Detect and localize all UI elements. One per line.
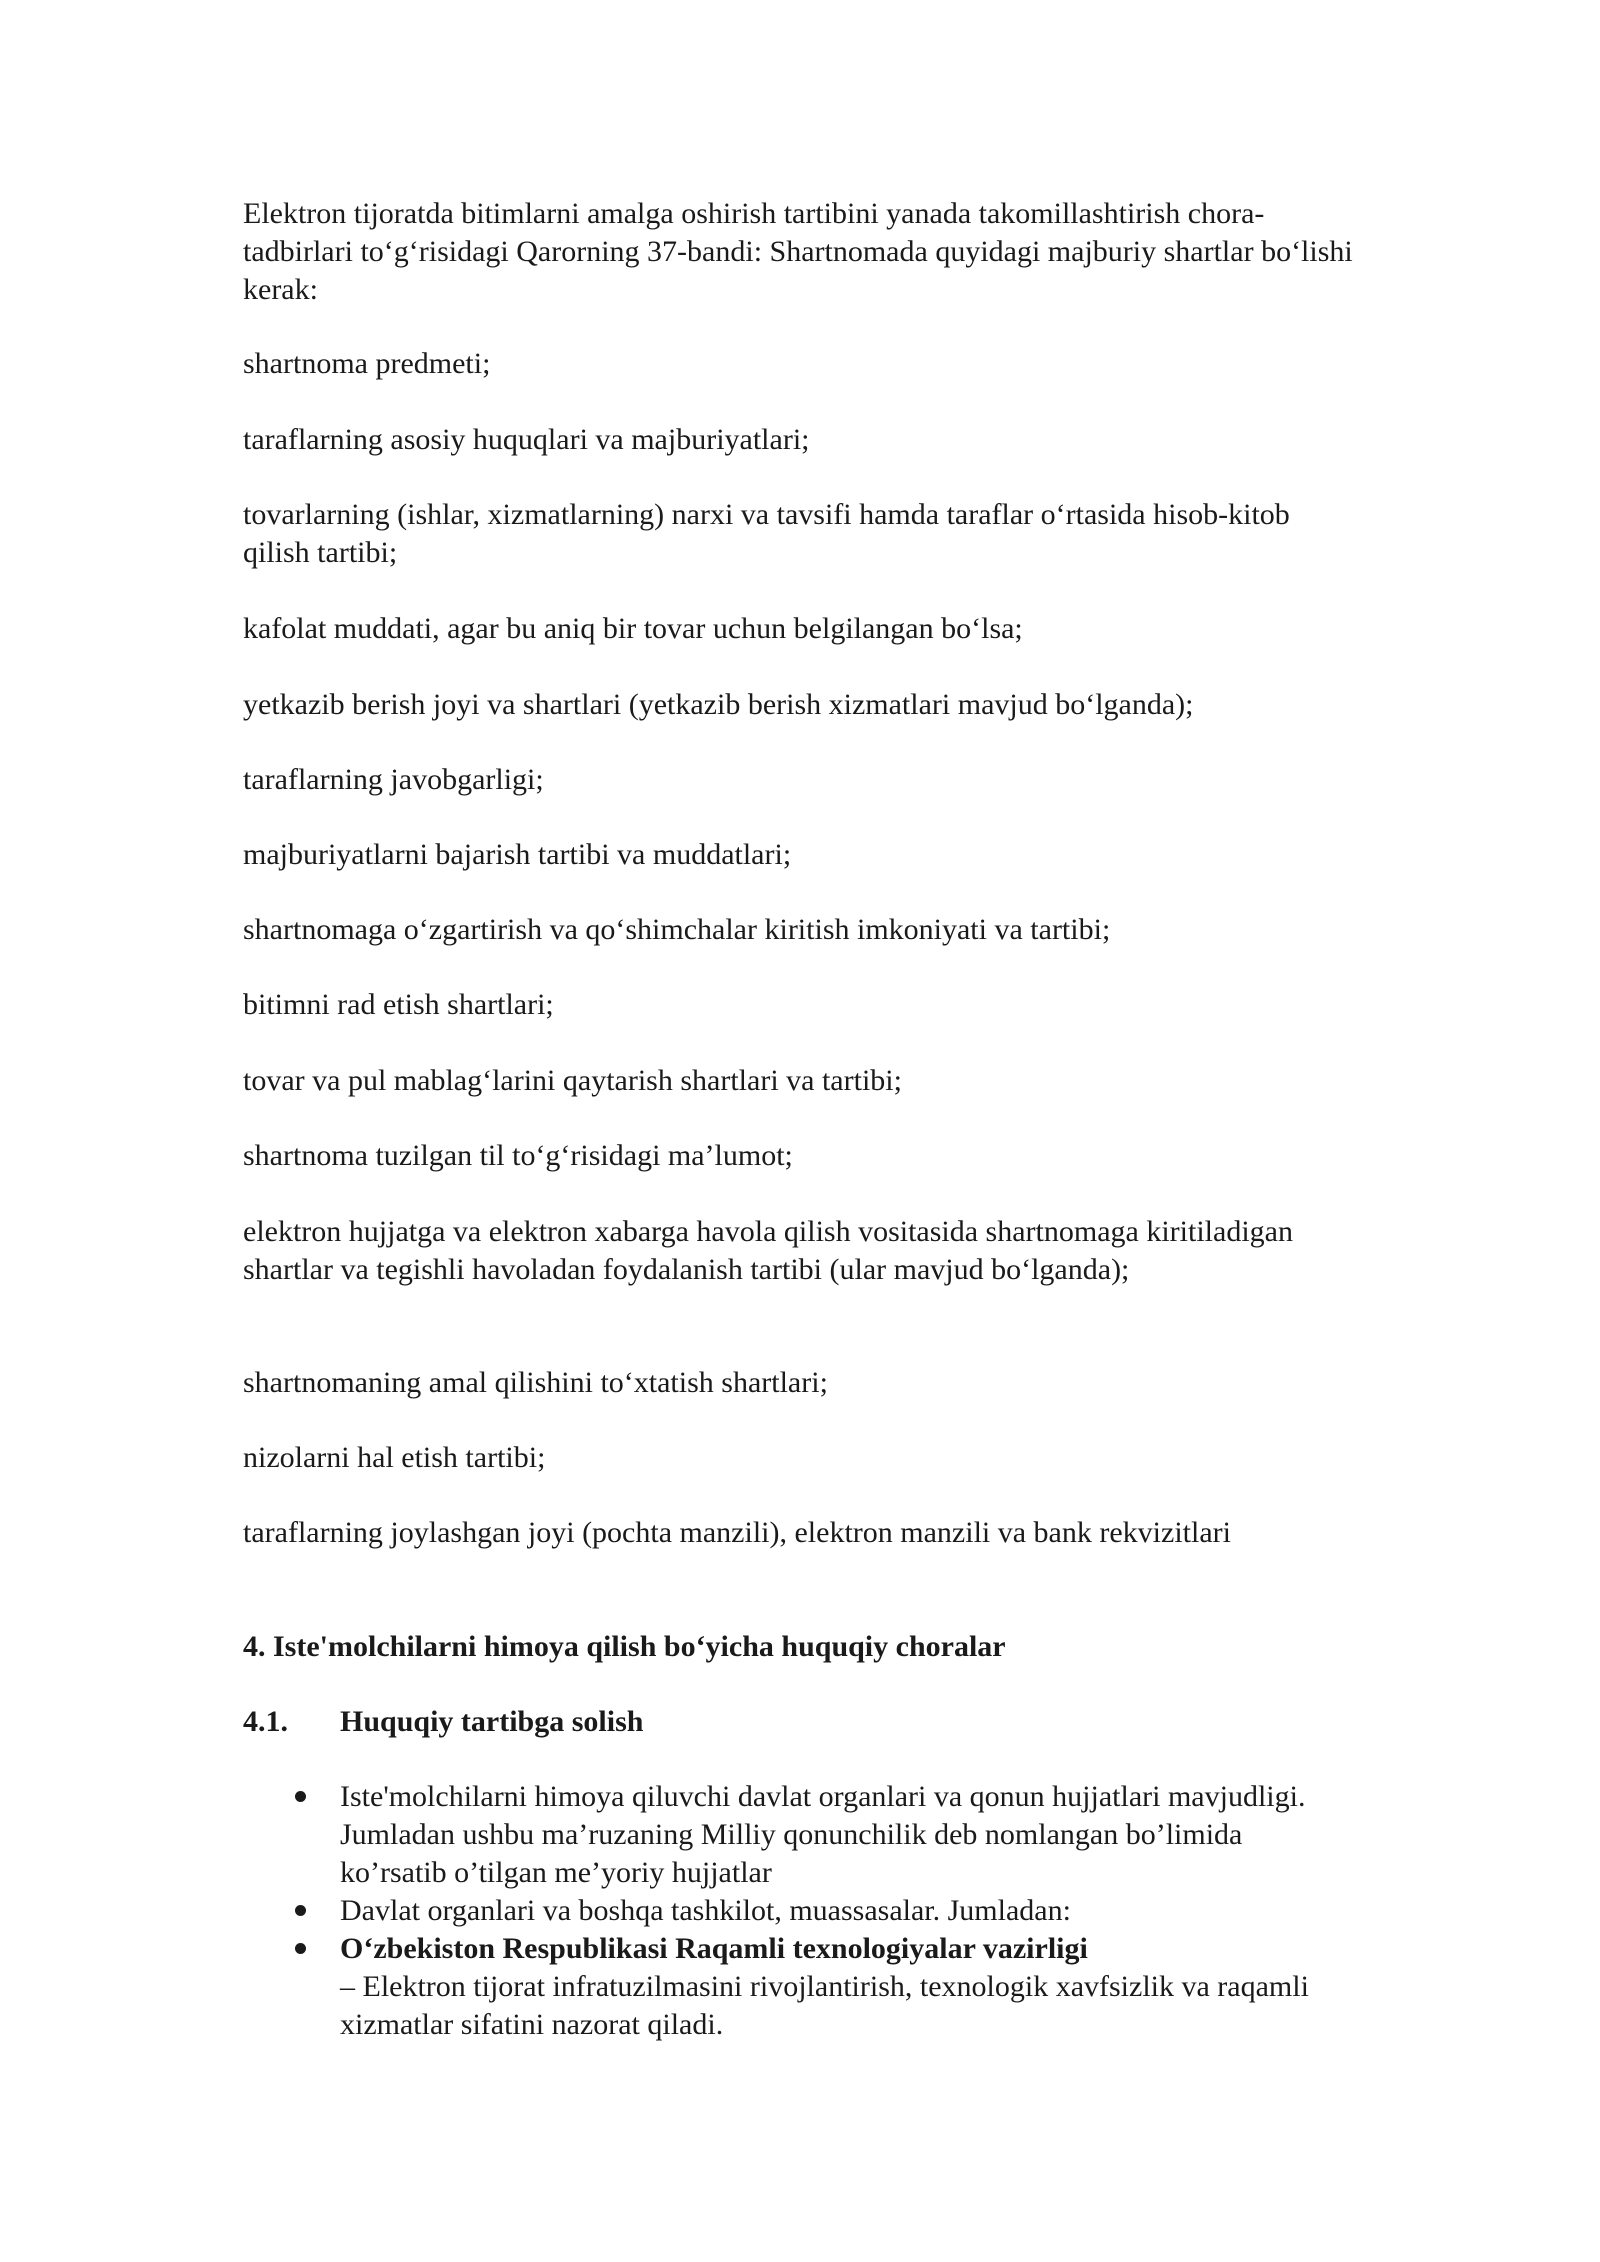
condition-item: shartnomaga o‘zgartirish va qo‘shimchalar kiritish imkoniyati va tartibi; bbox=[243, 913, 1111, 946]
condition-item: nizolarni hal etish tartibi; bbox=[243, 1441, 546, 1474]
intro-paragraph: Elektron tijoratda bitimlarni amalga oshirish tartibini yanada takomillashtirish chora-tadbirlari to‘g‘risidagi Qarorning 37-bandi: Shartnomada quyidagi majburiy shartlar bo‘lishi kerak: bbox=[243, 197, 1353, 306]
list-item bbox=[243, 1892, 1353, 1930]
bullet-text: Davlat organlari va boshqa tashkilot, muassasalar. Jumladan: bbox=[340, 1894, 1071, 1927]
condition-item: shartnoma tuzilgan til to‘g‘risidagi ma’lumot; bbox=[243, 1139, 793, 1172]
condition-item: majburiyatlarni bajarish tartibi va muddatlari; bbox=[243, 838, 792, 871]
bullet-bold-text: O‘zbekiston Respublikasi Raqamli texnologiyalar vazirligi bbox=[340, 1932, 1088, 1965]
list-item bbox=[243, 1930, 1353, 2044]
condition-item: bitimni rad etish shartlari; bbox=[243, 988, 554, 1021]
condition-item: shartnomaning amal qilishini to‘xtatish shartlari; bbox=[243, 1366, 828, 1399]
condition-item: tovarlarning (ishlar, xizmatlarning) narxi va tavsifi hamda taraflar o‘rtasida hisob-kitob qilish tartibi; bbox=[243, 498, 1290, 569]
condition-item: kafolat muddati, agar bu aniq bir tovar uchun belgilangan bo‘lsa; bbox=[243, 612, 1023, 645]
section-heading: 4. Iste'molchilarni himoya qilish bo‘yicha huquqiy choralar bbox=[243, 1630, 1006, 1663]
subsection-heading bbox=[243, 1703, 1353, 1741]
condition-item: tovar va pul mablag‘larini qaytarish shartlari va tartibi; bbox=[243, 1064, 902, 1097]
bullet-icon bbox=[295, 1943, 306, 1954]
condition-item: yetkazib berish joyi va shartlari (yetkazib berish xizmatlari mavjud bo‘lganda); bbox=[243, 688, 1194, 721]
list-item bbox=[243, 1778, 1353, 1892]
subsection-number: 4.1. bbox=[243, 1705, 288, 1738]
bullet-icon bbox=[295, 1905, 306, 1916]
condition-item: taraflarning javobgarligi; bbox=[243, 763, 544, 796]
bullet-text: Iste'molchilarni himoya qiluvchi davlat organlari va qonun hujjatlari mavjudligi. Jumladan ushbu ma’ruzaning Milliy qonunchilik deb nomlangan bo’limida ko’rsatib o’tilgan me’yoriy hujjatlar bbox=[340, 1780, 1306, 1889]
subsection-title: Huquqiy tartibga solish bbox=[340, 1705, 644, 1738]
bullet-icon bbox=[295, 1791, 306, 1802]
bullet-text: – Elektron tijorat infratuzilmasini rivojlantirish, texnologik xavfsizlik va raqamli xizmatlar sifatini nazorat qiladi. bbox=[340, 1970, 1309, 2041]
condition-item: taraflarning joylashgan joyi (pochta manzili), elektron manzili va bank rekvizitlari bbox=[243, 1516, 1231, 1549]
bullet-list bbox=[243, 1778, 1353, 2044]
condition-item: taraflarning asosiy huquqlari va majburiyatlari; bbox=[243, 423, 810, 456]
condition-item: shartnoma predmeti; bbox=[243, 347, 491, 380]
condition-item: elektron hujjatga va elektron xabarga havola qilish vositasida shartnomaga kiritiladigan shartlar va tegishli havoladan foydalanish tartibi (ular mavjud bo‘lganda); bbox=[243, 1215, 1293, 1286]
